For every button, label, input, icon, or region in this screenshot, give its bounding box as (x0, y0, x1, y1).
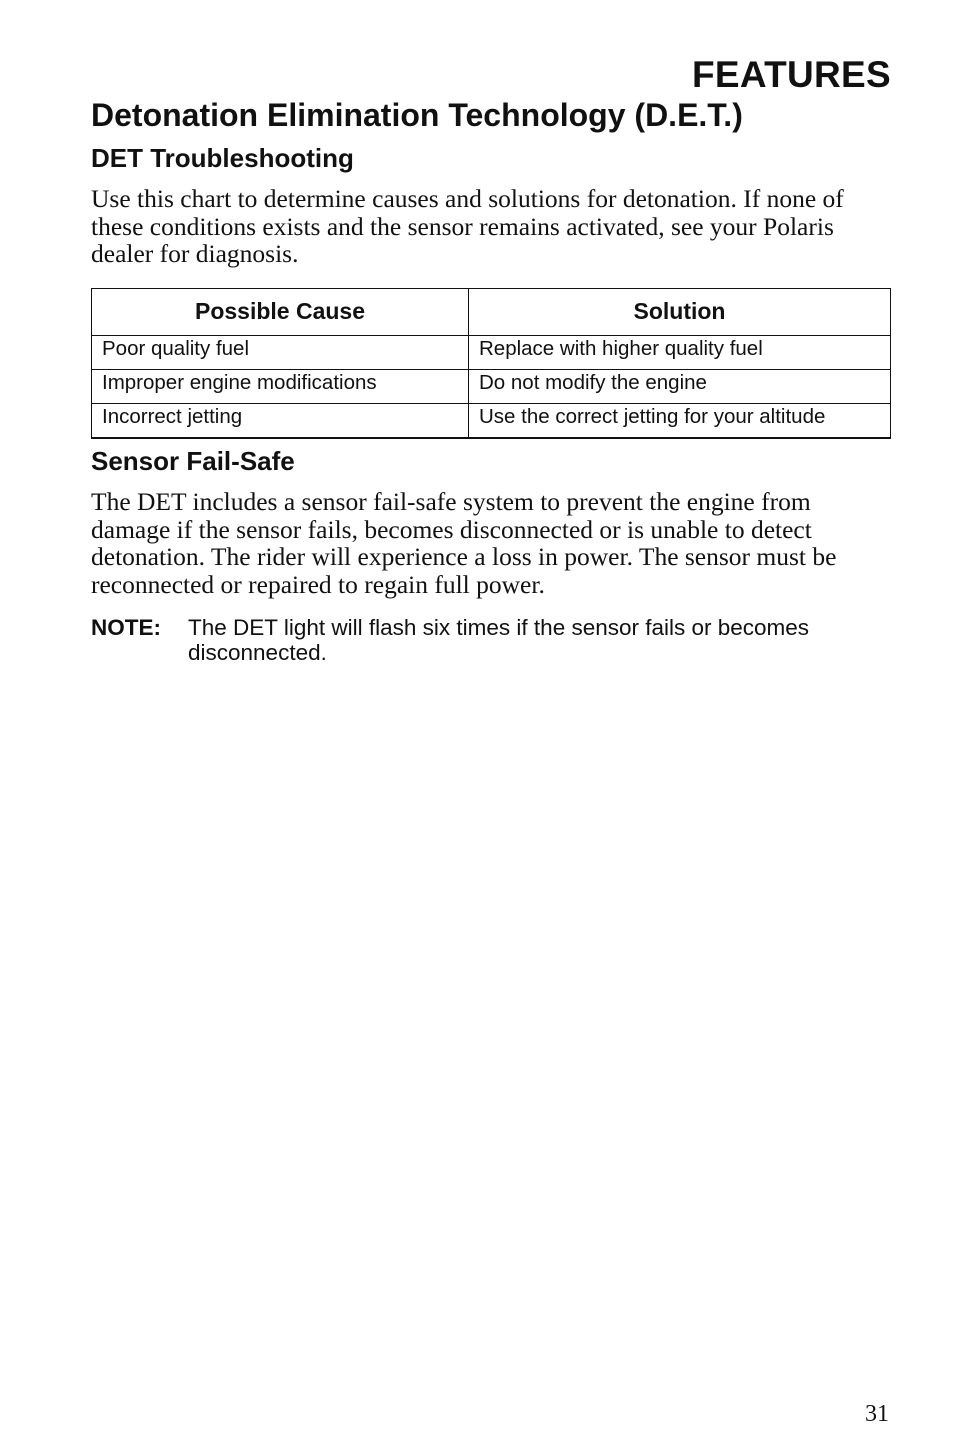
failsafe-heading: Sensor Fail-Safe (91, 446, 295, 476)
solution-cell: Use the correct jetting for your altitude (469, 404, 891, 439)
section-header: FEATURES (691, 54, 891, 95)
page-number: 31 (865, 1401, 889, 1427)
note-label: NOTE: (91, 615, 161, 640)
solution-cell: Do not modify the engine (469, 370, 891, 404)
column-header-solution: Solution (469, 289, 891, 336)
column-header-cause: Possible Cause (92, 289, 469, 336)
table-row (92, 336, 891, 370)
solution-cell: Replace with higher quality fuel (469, 336, 891, 370)
cause-cell: Improper engine modifications (92, 370, 469, 404)
troubleshooting-heading: DET Troubleshooting (91, 143, 354, 173)
cause-cell: Incorrect jetting (92, 404, 469, 439)
note-text: The DET light will flash six times if the sensor fails or becomes disconnected. (188, 615, 810, 665)
page-title: Detonation Elimination Technology (D.E.T.) (91, 97, 743, 133)
cause-cell: Poor quality fuel (92, 336, 469, 370)
table-header-row (92, 289, 891, 336)
troubleshooting-table (91, 288, 891, 439)
failsafe-body: The DET includes a sensor fail-safe system to prevent the engine from damage if the sensor fails, becomes disconnected or is unable to detect detonation. The rider will experience a loss in power. The sensor must be reconnected or repaired to regain full power. (91, 487, 837, 599)
troubleshooting-intro: Use this chart to determine causes and solutions for detonation. If none of these conditions exists and the sensor remains activated, see your Polaris dealer for diagnosis. (91, 184, 844, 268)
table-row (92, 370, 891, 404)
note-block (91, 615, 891, 665)
table-row (92, 404, 891, 439)
